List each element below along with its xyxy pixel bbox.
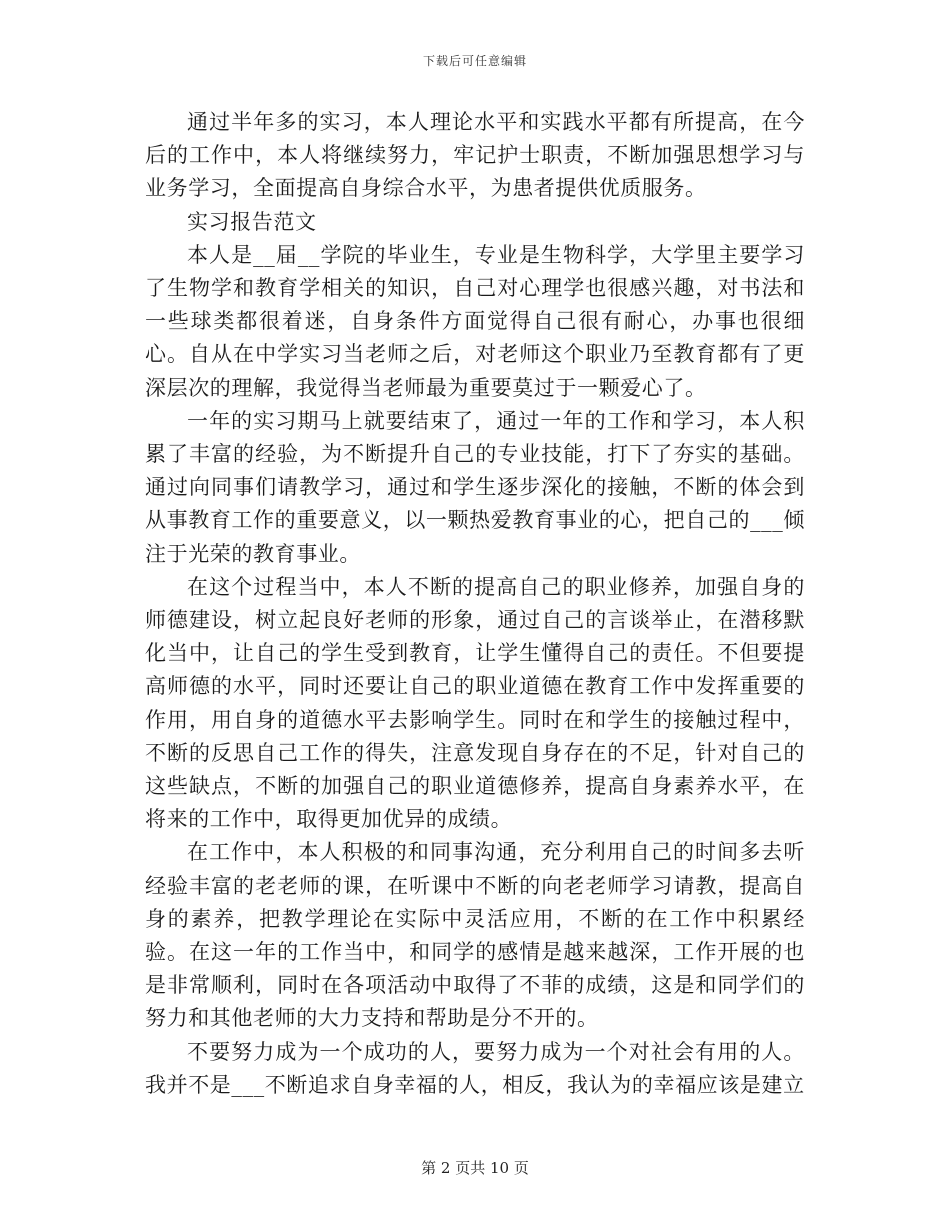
page-header: 下载后可任意编辑 bbox=[422, 54, 527, 68]
section-heading: 实习报告范文 bbox=[187, 209, 317, 234]
paragraph: 本人是__届__学院的毕业生，专业是生物科学，大学里主要学习了生物学和教育学相关的知识，自己对心理学也很感兴趣，对书法和一些球类都很着迷，自身条件方面觉得自己很有耐心，办事也很细心。自从在中学实习当老师之后，对老师这个职业乃至教育都有了更深层次的理解，我觉得当老师最为重要莫过于一颗爱心了。 bbox=[145, 242, 805, 400]
document-body bbox=[145, 106, 805, 1102]
paragraph: 不要努力成为一个成功的人，要努力成为一个对社会有用的人。我并不是___不断追求自身幸福的人，相反，我认为的幸福应该是建立 bbox=[145, 1039, 805, 1097]
paragraph: 在这个过程当中，本人不断的提高自己的职业修养，加强自身的师德建设，树立起良好老师的形象，通过自己的言谈举止，在潜移默化当中，让自己的学生受到教育，让学生懂得自己的责任。不但要提高师德的水平，同时还要让自己的职业道德在教育工作中发挥重要的作用，用自身的道德水平去影响学生。同时在和学生的接触过程中，不断的反思自己工作的得失，注意发现自身存在的不足，针对自己的这些缺点，不断的加强自己的职业道德修养，提高自身素养水平，在将来的工作中，取得更加优异的成绩。 bbox=[145, 574, 805, 832]
paragraph: 通过半年多的实习，本人理论水平和实践水平都有所提高，在今后的工作中，本人将继续努力，牢记护士职责，不断加强思想学习与业务学习，全面提高自身综合水平，为患者提供优质服务。 bbox=[145, 110, 805, 201]
paragraph: 一年的实习期马上就要结束了，通过一年的工作和学习，本人积累了丰富的经验，为不断提升自己的专业技能，打下了夯实的基础。通过向同事们请教学习，通过和学生逐步深化的接触，不断的体会到从事教育工作的重要意义，以一颗热爱教育事业的心，把自己的___倾注于光荣的教育事业。 bbox=[145, 408, 805, 566]
page-number: 第 2 页共 10 页 bbox=[421, 1159, 529, 1177]
paragraph: 在工作中，本人积极的和同事沟通，充分利用自己的时间多去听经验丰富的老老师的课，在听课中不断的向老老师学习请教，提高自身的素养，把教学理论在实际中灵活应用，不断的在工作中积累经验。在这一年的工作当中，和同学的感情是越来越深，工作开展的也是非常顺利，同时在各项活动中取得了不菲的成绩，这是和同学们的努力和其他老师的大力支持和帮助是分不开的。 bbox=[145, 840, 805, 1031]
